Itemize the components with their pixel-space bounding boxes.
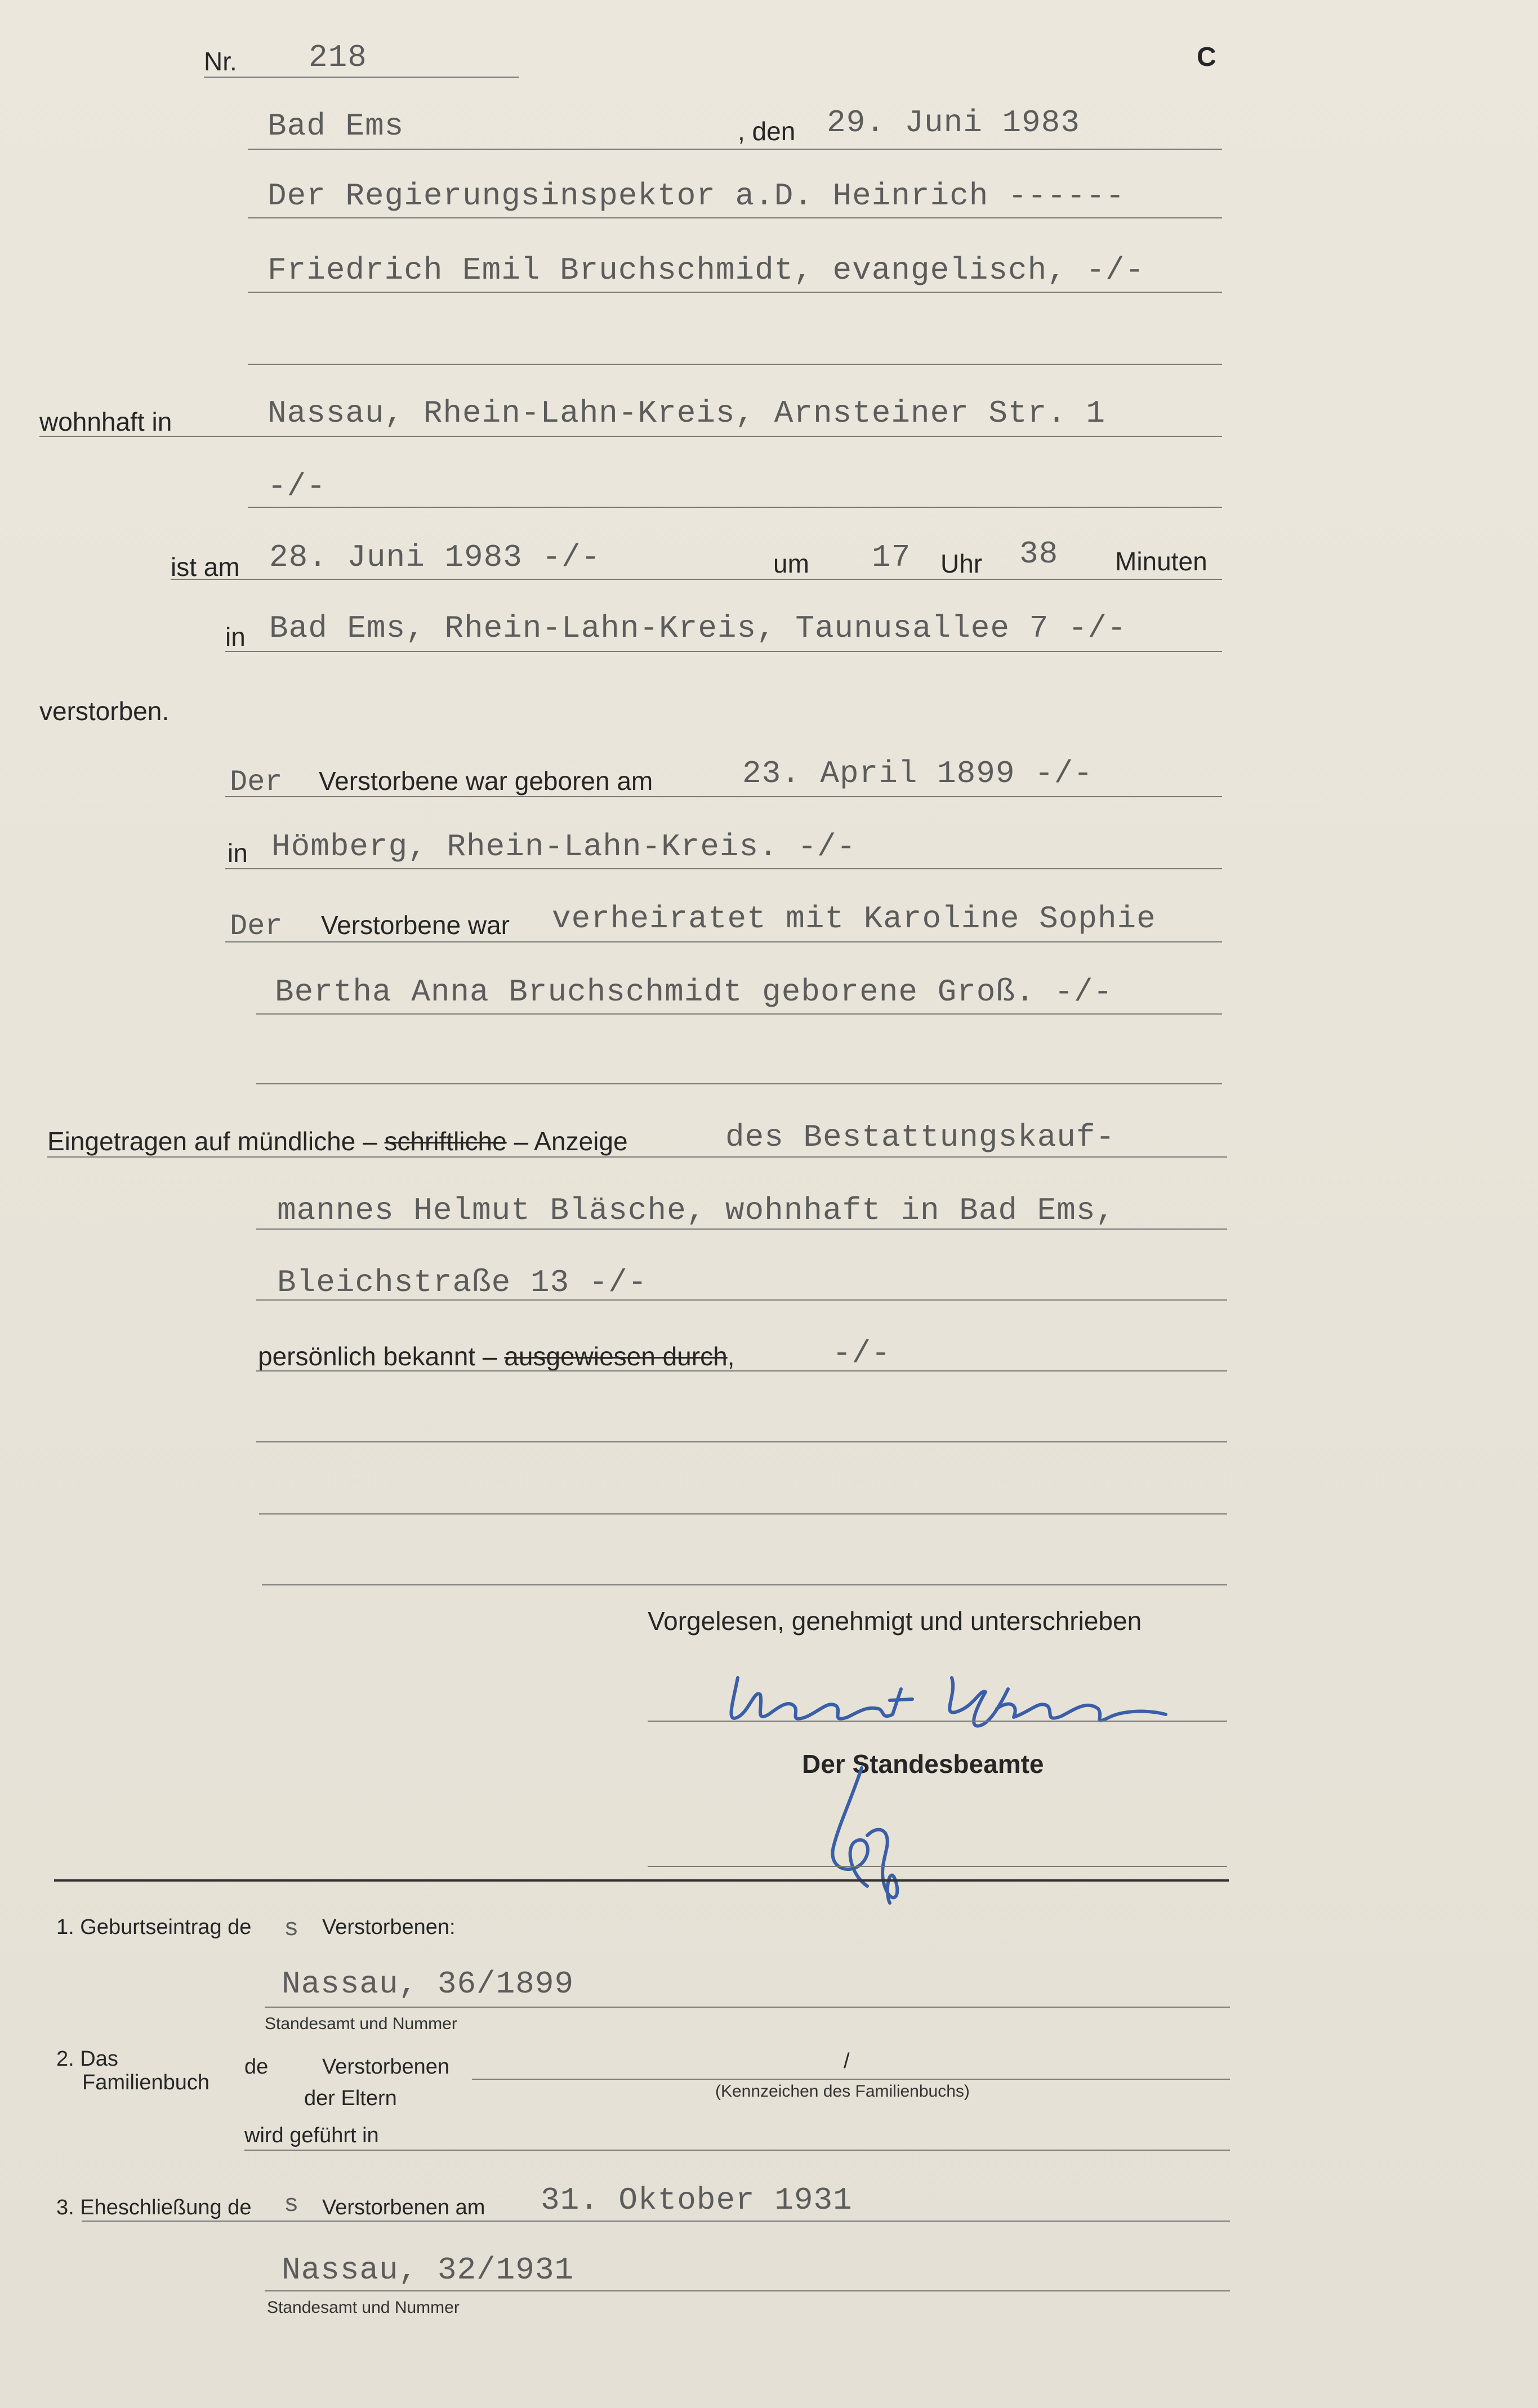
person-line-1: Der Regierungsinspektor a.D. Heinrich ------ xyxy=(268,178,1125,214)
footer-item2-underline xyxy=(472,2079,1230,2080)
person-underline-1 xyxy=(248,217,1222,218)
marital-underline-3 xyxy=(256,1083,1222,1084)
identity-underline-3 xyxy=(259,1513,1227,1515)
verstorben-label: verstorben. xyxy=(39,696,170,726)
identity-label-suffix: , xyxy=(727,1342,735,1371)
registration-underline-3 xyxy=(256,1299,1227,1301)
marital-der-typed: Der xyxy=(230,910,283,943)
birth-label: Verstorbene war geboren am xyxy=(319,766,653,796)
identity-typed: -/- xyxy=(832,1335,891,1371)
death-date-label: ist am xyxy=(171,552,240,582)
corner-letter: C xyxy=(1197,42,1216,72)
marital-underline-2 xyxy=(256,1013,1222,1015)
footer-item3-label: 3. Eheschließung de xyxy=(56,2196,252,2219)
marital-underline-1 xyxy=(225,941,1222,942)
birth-place: Hömberg, Rhein-Lahn-Kreis. -/- xyxy=(271,829,857,865)
registration-line-2: mannes Helmut Bläsche, wohnhaft in Bad Ems, xyxy=(277,1192,1116,1228)
death-place: Bad Ems, Rhein-Lahn-Kreis, Taunusallee 7 -/- xyxy=(269,610,1127,646)
marital-label: Verstorbene war xyxy=(321,910,510,940)
issue-date: 29. Juni 1983 xyxy=(827,105,1080,141)
registration-line-1: des Bestattungskauf- xyxy=(725,1119,1116,1155)
footer-item2-option-parents: der Eltern xyxy=(304,2087,397,2110)
registration-label-struck: schriftliche xyxy=(384,1127,507,1156)
registration-label-suffix: – Anzeige xyxy=(506,1127,628,1156)
registrar-signature-line xyxy=(648,1866,1227,1867)
marital-line-1: verheiratet mit Karoline Sophie xyxy=(552,901,1156,937)
marital-line-2: Bertha Anna Bruchschmidt geborene Groß. -/- xyxy=(275,974,1113,1010)
registration-label-prefix: Eingetragen auf mündliche – xyxy=(47,1127,385,1156)
identity-underline-4 xyxy=(262,1584,1227,1585)
minuten-label: Minuten xyxy=(1115,547,1207,576)
death-date-underline xyxy=(171,579,1222,580)
residence-line-1: Nassau, Rhein-Lahn-Kreis, Arnsteiner Str. 1 xyxy=(268,395,1106,431)
footer-item3-date: 31. Oktober 1931 xyxy=(541,2182,853,2218)
footer-item2-label-a: 2. Das xyxy=(56,2047,118,2071)
uhr-label: Uhr xyxy=(940,549,983,578)
person-underline-2 xyxy=(248,292,1222,293)
place: Bad Ems xyxy=(268,108,404,144)
residence-label: wohnhaft in xyxy=(39,407,172,436)
footer-item1-value: Nassau, 36/1899 xyxy=(282,1966,574,2002)
informant-signature-line xyxy=(648,1721,1227,1722)
footer-item3-value-underline xyxy=(265,2290,1230,2291)
birth-date: 23. April 1899 -/- xyxy=(742,756,1093,792)
footer-item2-slash: / xyxy=(844,2049,850,2073)
footer-item2-option-deceased: Verstorbenen xyxy=(322,2055,450,2079)
footer-item3-underline xyxy=(82,2221,1230,2222)
footer-item3-typed-s: s xyxy=(284,2191,299,2219)
birth-der-typed: Der xyxy=(230,766,283,799)
registration-underline-2 xyxy=(256,1228,1227,1230)
nr-label: Nr. xyxy=(204,47,237,76)
footer-item1-underline xyxy=(265,2007,1230,2008)
death-hour: 17 xyxy=(872,539,911,575)
birth-place-label: in xyxy=(228,838,248,868)
footer-item2-de: de xyxy=(244,2055,269,2079)
registration-label xyxy=(47,1128,628,1154)
informant-signature xyxy=(715,1655,1222,1757)
identity-label-struck: ausgewiesen durch xyxy=(504,1342,728,1371)
death-place-underline xyxy=(225,651,1222,652)
nr-value: 218 xyxy=(309,39,367,75)
registrar-label: Der Standesbeamte xyxy=(802,1749,1044,1779)
footer-item3-value: Nassau, 32/1931 xyxy=(282,2252,574,2288)
um-label: um xyxy=(773,549,809,578)
residence-line-2: -/- xyxy=(268,468,326,504)
footer-item2-wird-label: wird geführt in xyxy=(244,2124,379,2147)
signature-statement: Vorgelesen, genehmigt und unterschrieben xyxy=(648,1606,1142,1636)
registrar-signature xyxy=(817,1762,929,1909)
footer-item1-suffix: Verstorbenen: xyxy=(322,1915,456,1939)
identity-underline-1 xyxy=(256,1370,1227,1371)
footer-item1-caption: Standesamt und Nummer xyxy=(265,2014,457,2033)
death-date: 28. Juni 1983 -/- xyxy=(269,539,601,575)
footer-separator xyxy=(54,1879,1229,1882)
person-underline-3 xyxy=(248,364,1222,365)
residence-underline-2 xyxy=(248,507,1222,508)
residence-underline-1 xyxy=(39,436,1222,437)
registration-line-3: Bleichstraße 13 -/- xyxy=(277,1265,648,1301)
footer-item3-caption: Standesamt und Nummer xyxy=(267,2298,460,2317)
footer-item2-caption: (Kennzeichen des Familienbuchs) xyxy=(715,2082,970,2101)
death-minutes: 38 xyxy=(1019,536,1059,572)
footer-item1-typed-s: s xyxy=(284,1915,299,1943)
person-line-2: Friedrich Emil Bruchschmidt, evangelisch, -/- xyxy=(268,252,1145,288)
identity-label-prefix: persönlich bekannt – xyxy=(258,1342,505,1371)
birth-place-underline xyxy=(225,868,1222,869)
den-label: , den xyxy=(738,117,796,146)
footer-item2-wird-underline xyxy=(244,2150,1230,2151)
nr-underline xyxy=(204,77,519,78)
footer-item2-label-b: Familienbuch xyxy=(82,2071,209,2094)
identity-label xyxy=(258,1343,734,1369)
footer-item1-label: 1. Geburtseintrag de xyxy=(56,1915,252,1939)
birth-date-underline xyxy=(225,796,1222,797)
identity-underline-2 xyxy=(256,1441,1227,1442)
registration-underline-1 xyxy=(47,1156,1227,1158)
footer-item3-suffix: Verstorbenen am xyxy=(322,2196,485,2219)
death-place-label: in xyxy=(225,622,246,651)
place-underline xyxy=(248,149,1222,150)
